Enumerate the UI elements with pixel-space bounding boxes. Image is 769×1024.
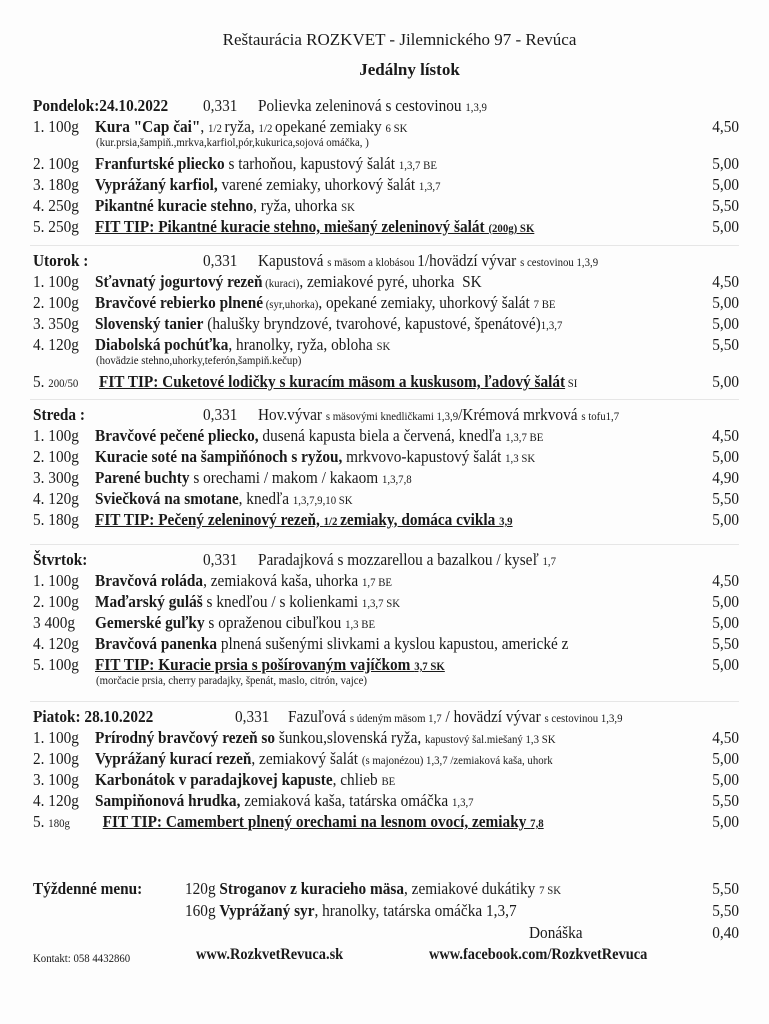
item-description <box>95 591 400 614</box>
item-note: (hovädzie stehno,uhorky,teferón,šampiň.kečup) <box>96 353 302 367</box>
day-label: Štvrtok: <box>33 550 88 569</box>
item-number-weight: 3. 300g <box>33 468 79 487</box>
text-segment: /Krémová mrkvová <box>458 405 582 424</box>
item-number-weight: 3 400g <box>33 613 76 632</box>
text-segment: Vyprážaný kurací rezeň <box>95 749 252 768</box>
text-segment: , hranolky, tatárska omáčka 1,3,7 <box>314 901 517 920</box>
item-number-weight: 4. 120g <box>33 634 79 653</box>
text-segment: 1,3,7,9,10 SK <box>292 493 353 507</box>
text-segment: (kuraci) <box>262 276 300 290</box>
text-segment: BE <box>381 774 396 788</box>
soup-description <box>258 404 619 427</box>
menu-item <box>33 116 739 137</box>
menu-item <box>33 811 739 832</box>
soup-volume: 0,331 <box>235 707 270 726</box>
item-description <box>95 633 568 654</box>
text-segment: Franfurtské pliecko <box>95 154 225 173</box>
item-price: 5,00 <box>712 217 739 236</box>
item-price: 5,00 <box>712 749 739 768</box>
text-segment: dusená kapusta biela a červená, knedľa <box>258 426 506 445</box>
item-price: 5,00 <box>712 655 739 674</box>
day-header <box>33 706 739 727</box>
item-price: 5,00 <box>712 314 739 333</box>
item-number-weight: 5. 100g <box>33 655 79 674</box>
text-segment: , ryža, uhorka <box>253 196 342 215</box>
item-price: 4,50 <box>712 426 739 445</box>
item-price: 4,50 <box>712 117 739 136</box>
delivery-price: 0,40 <box>712 923 739 942</box>
item-description <box>95 811 544 834</box>
text-segment: 1/2 <box>258 121 276 135</box>
item-number-weight: 4. 120g <box>33 489 79 508</box>
text-segment: , opekané zemiaky, uhorkový šalát <box>318 293 534 312</box>
text-segment: Kapustová <box>258 251 328 270</box>
text-segment: Gemerské guľky <box>95 613 205 632</box>
item-number-weight: 5. 200/50 <box>33 372 79 391</box>
text-segment: 160g <box>185 901 220 920</box>
menu-item <box>33 727 739 748</box>
item-number-weight: 2. 100g <box>33 154 79 173</box>
text-segment: 1,3 BE <box>345 617 376 631</box>
item-price: 5,00 <box>712 293 739 312</box>
item-number-weight: 1. 100g <box>33 426 79 445</box>
text-segment: 7 BE <box>533 297 556 311</box>
menu-item <box>33 633 739 654</box>
day-header <box>33 250 739 271</box>
text-segment: FIT TIP: Kuracie prsia s pošírovaným vajíčkom <box>95 655 415 674</box>
text-segment: Bravčová roláda <box>95 571 204 590</box>
menu-item <box>33 467 739 488</box>
text-segment: , <box>200 117 209 136</box>
text-segment: s mäsovými knedličkami 1,3,9 <box>325 409 459 423</box>
menu-item <box>33 195 739 216</box>
item-description <box>95 488 353 511</box>
item-number-weight: 3. 100g <box>33 770 79 789</box>
item-description <box>95 467 412 490</box>
text-segment: Maďarský guláš <box>95 592 203 611</box>
item-number-weight: 1. 100g <box>33 571 79 590</box>
item-description <box>95 509 513 532</box>
text-segment: 3,9 <box>499 514 513 528</box>
item-price: 5,00 <box>712 175 739 194</box>
item-number-weight: 2. 100g <box>33 447 79 466</box>
item-description <box>95 727 556 750</box>
item-description <box>95 748 553 771</box>
soup-description <box>258 549 556 572</box>
item-price: 4,50 <box>712 272 739 291</box>
text-segment <box>95 812 103 831</box>
menu-item <box>33 313 739 334</box>
text-segment: opekané zemiaky <box>275 117 386 136</box>
text-segment: Polievka zeleninová s cestovinou <box>258 96 466 115</box>
text-segment: s údeným mäsom 1,7 <box>349 711 442 725</box>
delivery-row <box>33 922 739 943</box>
item-price: 5,00 <box>712 372 739 391</box>
item-number-weight: 2. 100g <box>33 293 79 312</box>
menu-item <box>33 153 739 174</box>
text-segment: (s majonézou) 1,3,7 /zemiaková kaša, uhork <box>361 753 553 767</box>
text-segment: , zemiakový šalát <box>251 749 362 768</box>
weekly-item-price: 5,50 <box>712 879 739 898</box>
text-segment: 7,8 <box>530 816 544 830</box>
day-label: Piatok: 28.10.2022 <box>33 707 154 726</box>
text-segment: varené zemiaky, uhorkový šalát <box>217 175 419 194</box>
item-price: 4,90 <box>712 468 739 487</box>
soup-volume: 0,331 <box>203 550 238 569</box>
text-segment: Vyprážaný karfiol, <box>95 175 218 194</box>
menu-item <box>33 591 739 612</box>
text-segment: , zemiakové pyré, uhorka SK <box>299 272 482 291</box>
item-number-weight: 4. 120g <box>33 791 79 810</box>
text-segment: zemiaky, domáca cvikla <box>340 510 500 529</box>
day-label: Pondelok:24.10.2022 <box>33 96 169 115</box>
weekly-row <box>33 900 739 921</box>
item-description <box>95 313 562 336</box>
text-segment: SK <box>341 200 355 214</box>
text-segment: Sviečková na smotane <box>95 489 239 508</box>
menu-item <box>33 769 739 790</box>
item-description <box>95 612 375 635</box>
item-description <box>95 195 355 218</box>
item-number-weight: 3. 180g <box>33 175 79 194</box>
text-segment: Kuracie soté na šampiňónoch s ryžou, <box>95 447 343 466</box>
text-segment: Bravčové rebierko plnené <box>95 293 264 312</box>
item-description <box>95 174 441 197</box>
item-number-weight: 1. 100g <box>33 728 79 747</box>
day-header <box>33 95 739 116</box>
soup-volume: 0,331 <box>203 405 238 424</box>
item-description <box>95 216 534 239</box>
menu-item <box>33 371 739 392</box>
text-segment: , chlieb <box>332 770 382 789</box>
item-price: 5,00 <box>712 613 739 632</box>
item-number-weight: 2. 100g <box>33 749 79 768</box>
item-number-weight: 5. 180g <box>33 812 70 831</box>
item-description <box>95 153 437 176</box>
text-segment: Pikantné kuracie stehno <box>95 196 254 215</box>
item-description <box>95 570 392 593</box>
item-price: 5,50 <box>712 791 739 810</box>
text-segment: FIT TIP: Camembert plnený orechami na lesnom ovocí, zemiaky <box>102 812 531 831</box>
text-segment: s orechami / makom / kakaom <box>189 468 382 487</box>
day-label: Streda : <box>33 405 85 424</box>
delivery-label: Donáška <box>529 923 583 942</box>
text-segment: Kura "Cap čai" <box>95 117 201 136</box>
item-number-weight: 2. 100g <box>33 592 79 611</box>
section-divider <box>30 245 739 246</box>
weekly-label: Týždenné menu: <box>33 879 143 898</box>
section-divider <box>30 701 739 702</box>
text-segment: 1,3,7 <box>451 795 474 809</box>
footer <box>33 946 739 970</box>
text-segment: Slovenský tanier <box>95 314 204 333</box>
item-price: 5,50 <box>712 196 739 215</box>
text-segment: 1,3,7 SK <box>361 596 401 610</box>
text-segment: mrkvovo-kapustový šalát <box>342 447 506 466</box>
menu-item <box>33 612 739 633</box>
item-price: 5,00 <box>712 592 739 611</box>
text-segment: FIT TIP: Pečený zeleninový rezeň, <box>95 510 324 529</box>
text-segment: s tarhoňou, kapustový šalát <box>224 154 399 173</box>
item-number-weight: 5. 250g <box>33 217 79 236</box>
text-segment: s tofu1,7 <box>581 409 620 423</box>
item-price: 5,00 <box>712 812 739 831</box>
weekly-row <box>33 878 739 899</box>
section-divider <box>30 544 739 545</box>
text-segment: s cestovinou 1,3,9 <box>520 255 599 269</box>
text-segment: 1/2 <box>208 121 225 135</box>
text-segment: Diabolská pochúťka <box>95 335 229 354</box>
text-segment: FIT TIP: Pikantné kuracie stehno, miešaný zeleninový šalát <box>95 217 489 236</box>
text-segment: FIT TIP: Cuketové lodičky s kuracím mäsom a kuskusom, ľadový šalát <box>99 372 566 391</box>
text-segment: 1,7 <box>542 554 556 568</box>
menu-item <box>33 271 739 292</box>
section-divider <box>30 399 739 400</box>
text-segment: plnená sušenými slivkami a kyslou kapustou, americké z <box>216 634 569 653</box>
item-number-weight: 1. 100g <box>33 117 79 136</box>
item-price: 5,00 <box>712 154 739 173</box>
text-segment: Sampiňonová hrudka, <box>95 791 241 810</box>
text-segment: SI <box>565 376 578 390</box>
menu-item <box>33 216 739 237</box>
text-segment: Sťavnatý jogurtový rezeň <box>95 272 263 291</box>
item-number-weight: 3. 350g <box>33 314 79 333</box>
day-label: Utorok : <box>33 251 89 270</box>
item-price: 5,00 <box>712 447 739 466</box>
restaurant-title: Reštaurácia ROZKVET - Jilemnického 97 - Revúca <box>222 30 577 49</box>
text-segment: Fazuľová <box>288 707 350 726</box>
text-segment: 1/2 <box>323 514 341 528</box>
menu-item <box>33 748 739 769</box>
text-segment: 1,3,9 <box>465 100 487 114</box>
menu-item <box>33 292 739 313</box>
text-segment: , knedľa <box>238 489 293 508</box>
text-segment: Parené buchty <box>95 468 190 487</box>
website-link[interactable]: www.RozkvetRevuca.sk <box>196 946 344 963</box>
contact-phone: Kontakt: 058 4432860 <box>33 951 131 965</box>
day-header <box>33 549 739 570</box>
text-segment: 1/hovädzí vývar <box>417 251 521 270</box>
text-segment: (200g) SK <box>488 221 535 235</box>
text-segment: s knedľou / s kolienkami <box>202 592 362 611</box>
item-description <box>95 446 535 469</box>
soup-description <box>258 250 598 273</box>
menu-item <box>33 654 739 675</box>
text-segment: Stroganov z kuracieho mäsa <box>219 879 405 898</box>
soup-volume: 0,331 <box>203 96 238 115</box>
text-segment: 3,7 SK <box>414 659 445 673</box>
menu-item <box>33 174 739 195</box>
soup-description <box>258 95 487 118</box>
soup-description <box>288 706 623 729</box>
menu-item <box>33 509 739 530</box>
menu-subtitle: Jedálny lístok <box>359 60 460 79</box>
text-segment: , zemiakové dukátiky <box>404 879 540 898</box>
text-segment: Paradajková s mozzarellou a bazalkou / kyseľ <box>258 550 543 569</box>
item-description <box>95 292 556 315</box>
text-segment: 120g <box>185 879 220 898</box>
weekly-item-price: 5,50 <box>712 901 739 920</box>
item-description <box>95 790 474 813</box>
item-number-weight: 4. 250g <box>33 196 79 215</box>
text-segment: Prírodný bravčový rezeň so <box>95 728 276 747</box>
text-segment: 1,3,7 <box>418 179 441 193</box>
text-segment: s opraženou cibuľkou <box>204 613 346 632</box>
weekly-item-text <box>185 900 517 921</box>
text-segment: kapustový šal.miešaný 1,3 SK <box>425 732 556 746</box>
text-segment: Bravčová panenka <box>95 634 217 653</box>
item-price: 4,50 <box>712 728 739 747</box>
text-segment: / hovädzí vývar <box>441 707 545 726</box>
text-segment: 7 SK <box>539 883 562 897</box>
text-segment: SK <box>376 339 391 353</box>
item-note: (kur.prsia,šampiň.,mrkva,karfiol,pór,kukurica,sojová omáčka, ) <box>96 135 369 149</box>
item-number-weight: 4. 120g <box>33 335 79 354</box>
menu-item <box>33 425 739 446</box>
text-segment: 1,3,7 BE <box>398 158 437 172</box>
item-price: 5,50 <box>712 489 739 508</box>
text-segment: šunkou,slovenská ryža, <box>275 728 426 747</box>
facebook-link[interactable]: www.facebook.com/RozkvetRevuca <box>429 946 648 963</box>
item-price: 5,00 <box>712 510 739 529</box>
text-segment: Karbonátok v paradajkovej kapuste <box>95 770 333 789</box>
menu-item <box>33 488 739 509</box>
soup-volume: 0,331 <box>203 251 238 270</box>
item-number-weight: 5. 180g <box>33 510 79 529</box>
menu-item <box>33 334 739 355</box>
text-segment: 1,3 SK <box>505 451 536 465</box>
item-number-weight: 1. 100g <box>33 272 79 291</box>
item-description <box>99 371 577 394</box>
text-segment: 1,3,7 <box>540 318 563 332</box>
text-segment: zemiaková kaša, tatárska omáčka <box>240 791 452 810</box>
item-price: 5,50 <box>712 634 739 653</box>
item-description <box>95 425 543 448</box>
item-price: 5,50 <box>712 335 739 354</box>
text-segment: , hranolky, ryža, obloha <box>228 335 377 354</box>
text-segment: Hov.vývar <box>258 405 326 424</box>
text-segment: 6 SK <box>385 121 408 135</box>
menu-item <box>33 790 739 811</box>
text-segment: 1,3,7 BE <box>505 430 544 444</box>
text-segment: Bravčové pečené pliecko, <box>95 426 259 445</box>
text-segment: 1,7 BE <box>361 575 392 589</box>
text-segment: s mäsom a klobásou <box>327 255 418 269</box>
item-price: 5,00 <box>712 770 739 789</box>
item-price: 4,50 <box>712 571 739 590</box>
text-segment: (halušky bryndzové, tvarohové, kapustové, špenátové) <box>203 314 541 333</box>
text-segment: 1,3,7,8 <box>381 472 412 486</box>
weekly-item-text <box>185 878 561 901</box>
item-note: (morčacie prsia, cherry paradajky, špenát, maslo, citrón, vajce) <box>96 673 367 687</box>
text-segment: s cestovinou 1,3,9 <box>544 711 623 725</box>
text-segment: , zemiaková kaša, uhorka <box>203 571 362 590</box>
item-description <box>95 769 395 792</box>
item-description <box>95 271 482 294</box>
text-segment: ryža, <box>224 117 259 136</box>
menu-item <box>33 446 739 467</box>
text-segment: Vyprážaný syr <box>219 901 315 920</box>
text-segment: (syr,uhorka) <box>263 297 319 311</box>
menu-item <box>33 570 739 591</box>
day-header <box>33 404 739 425</box>
